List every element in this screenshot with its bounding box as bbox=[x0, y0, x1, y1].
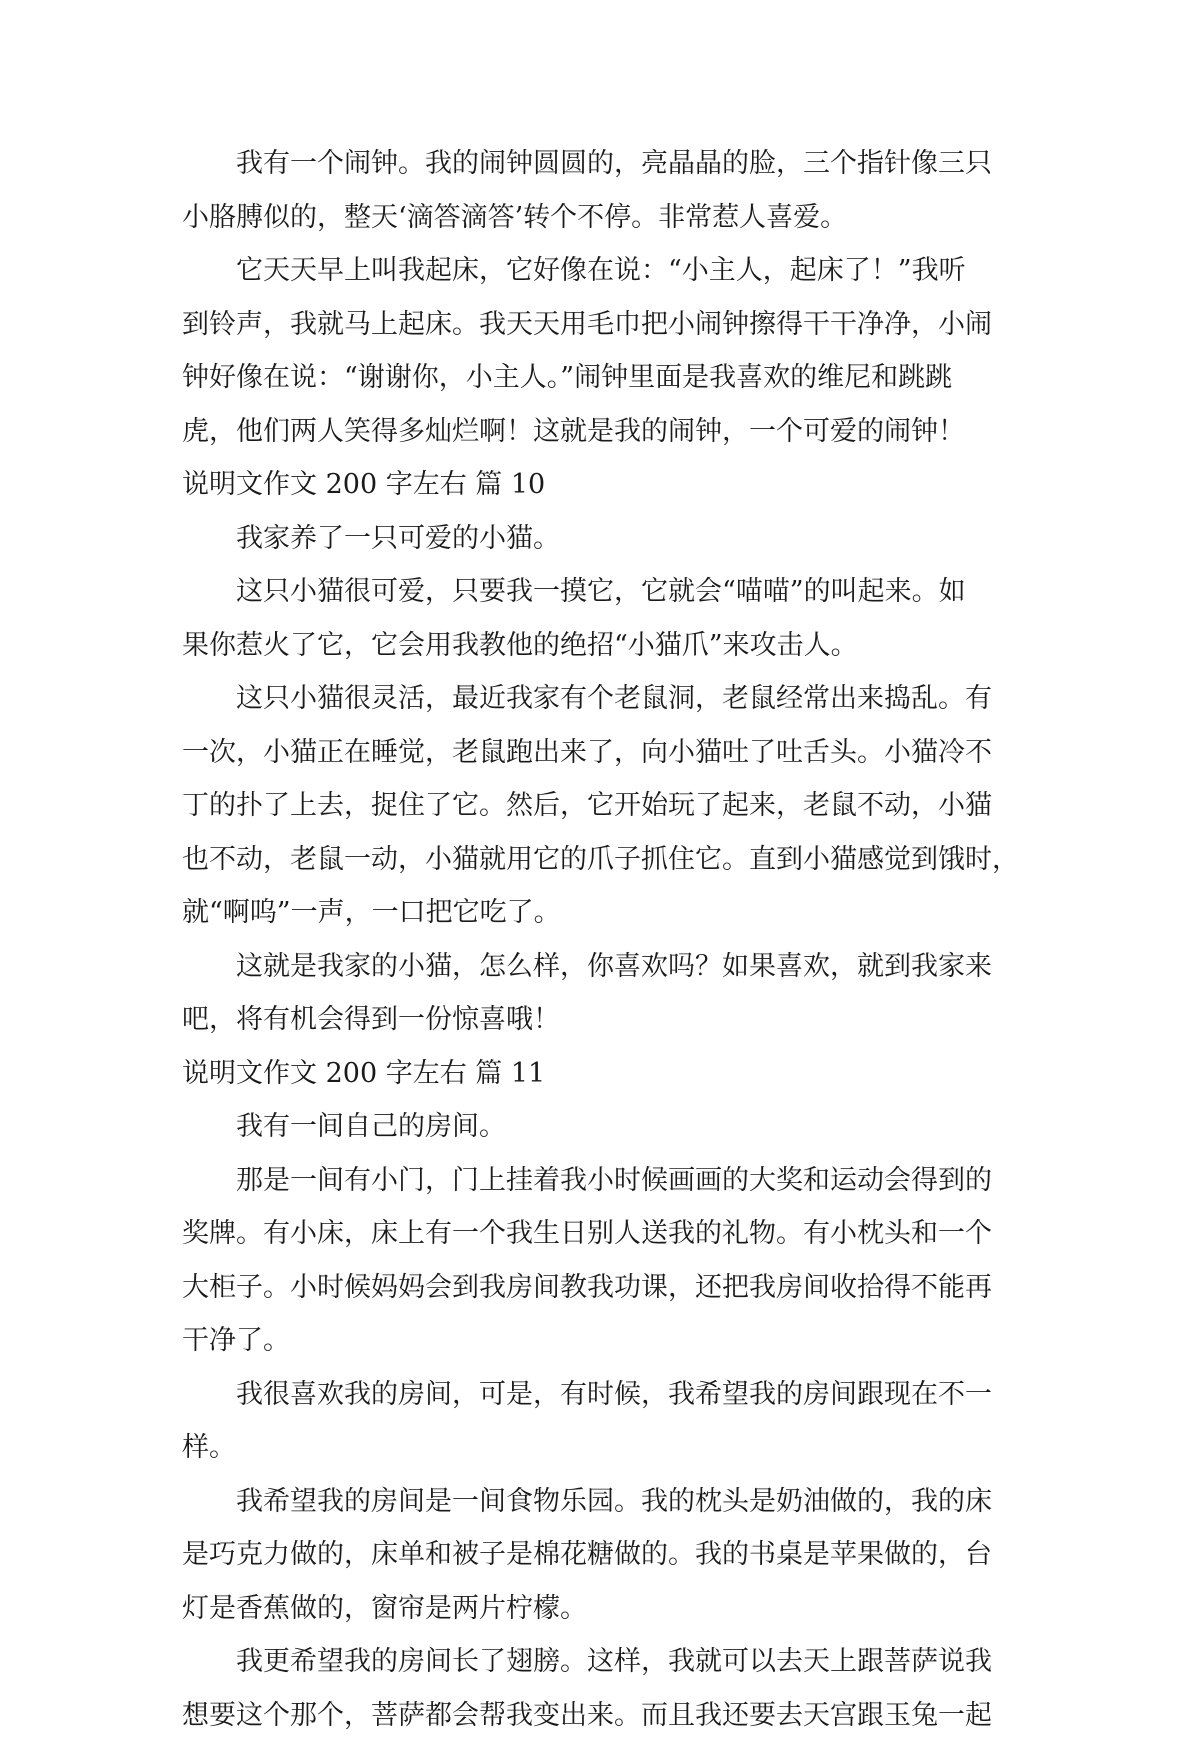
paragraph-line: 钟好像在说：“谢谢你，小主人。”闹钟里面是我喜欢的维尼和跳跳 bbox=[182, 351, 1018, 405]
paragraph-line: 我有一个闹钟。我的闹钟圆圆的，亮晶晶的脸，三个指针像三只 bbox=[182, 137, 1018, 191]
paragraph-line: 一次，小猫正在睡觉，老鼠跑出来了，向小猫吐了吐舌头。小猫冷不 bbox=[182, 726, 1018, 780]
paragraph-line: 也不动，老鼠一动，小猫就用它的爪子抓住它。直到小猫感觉到饿时， bbox=[182, 833, 1018, 887]
paragraph-line: 小胳膊似的，整天‘滴答滴答’转个不停。非常惹人喜爱。 bbox=[182, 191, 1018, 245]
paragraph-line: 虎，他们两人笑得多灿烂啊！这就是我的闹钟，一个可爱的闹钟！ bbox=[182, 405, 1018, 459]
paragraph-line: 灯是香蕉做的，窗帘是两片柠檬。 bbox=[182, 1582, 1018, 1636]
paragraph-line: 它天天早上叫我起床，它好像在说：“小主人，起床了！”我听 bbox=[182, 244, 1018, 298]
paragraph-line: 我有一间自己的房间。 bbox=[182, 1100, 1018, 1154]
paragraph-line: 干净了。 bbox=[182, 1314, 1018, 1368]
paragraph-line: 样。 bbox=[182, 1421, 1018, 1475]
section-heading: 说明文作文 200 字左右 篇 11 bbox=[182, 1047, 1018, 1101]
paragraph-line: 想要这个那个，菩萨都会帮我变出来。而且我还要去天宫跟玉兔一起 bbox=[182, 1689, 1018, 1742]
section-heading: 说明文作文 200 字左右 篇 10 bbox=[182, 458, 1018, 512]
paragraph-line: 就“啊呜”一声，一口把它吃了。 bbox=[182, 886, 1018, 940]
paragraph-line: 是巧克力做的，床单和被子是棉花糖做的。我的书桌是苹果做的，台 bbox=[182, 1528, 1018, 1582]
paragraph-line: 丁的扑了上去，捉住了它。然后，它开始玩了起来，老鼠不动，小猫 bbox=[182, 779, 1018, 833]
paragraph-line: 我家养了一只可爱的小猫。 bbox=[182, 512, 1018, 566]
paragraph-line: 那是一间有小门，门上挂着我小时候画画的大奖和运动会得到的 bbox=[182, 1154, 1018, 1208]
paragraph-line: 我很喜欢我的房间，可是，有时候，我希望我的房间跟现在不一 bbox=[182, 1368, 1018, 1422]
paragraph-line: 这只小猫很灵活，最近我家有个老鼠洞，老鼠经常出来捣乱。有 bbox=[182, 672, 1018, 726]
paragraph-line: 大柜子。小时候妈妈会到我房间教我功课，还把我房间收拾得不能再 bbox=[182, 1261, 1018, 1315]
paragraph-line: 我更希望我的房间长了翅膀。这样，我就可以去天上跟菩萨说我 bbox=[182, 1635, 1018, 1689]
paragraph-line: 这只小猫很可爱，只要我一摸它，它就会“喵喵”的叫起来。如 bbox=[182, 565, 1018, 619]
paragraph-line: 果你惹火了它，它会用我教他的绝招“小猫爪”来攻击人。 bbox=[182, 619, 1018, 673]
paragraph-line: 我希望我的房间是一间食物乐园。我的枕头是奶油做的，我的床 bbox=[182, 1475, 1018, 1529]
paragraph-line: 吧，将有机会得到一份惊喜哦！ bbox=[182, 993, 1018, 1047]
paragraph-line: 奖牌。有小床，床上有一个我生日别人送我的礼物。有小枕头和一个 bbox=[182, 1207, 1018, 1261]
document-page bbox=[182, 137, 1018, 1742]
paragraph-line: 这就是我家的小猫，怎么样，你喜欢吗？如果喜欢，就到我家来 bbox=[182, 940, 1018, 994]
paragraph-line: 到铃声，我就马上起床。我天天用毛巾把小闹钟擦得干干净净，小闹 bbox=[182, 298, 1018, 352]
